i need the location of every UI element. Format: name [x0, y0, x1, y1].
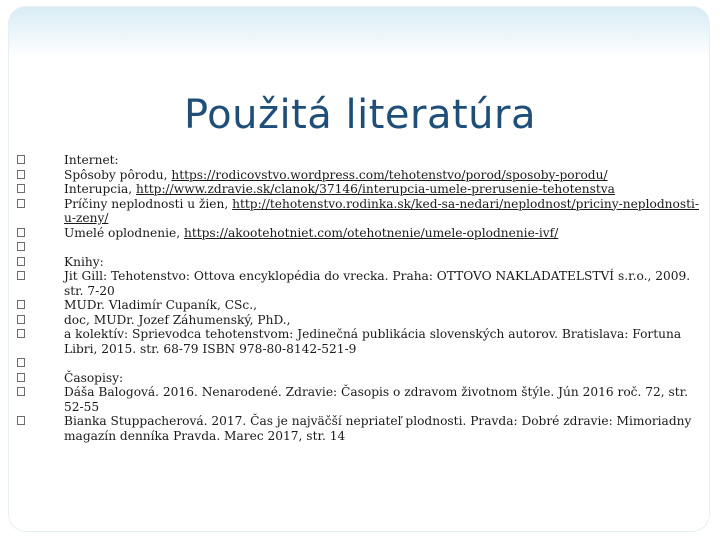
list-item — [17, 371, 707, 386]
list-item — [17, 226, 707, 241]
reference-link[interactable]: https://akootehotniet.com/otehotnenie/umele-oplodnenie-ivf/ — [183, 225, 559, 240]
list-item — [17, 255, 707, 270]
reference-link[interactable]: http://tehotenstvo.rodinka.sk/ked-sa-nedari/neplodnost/priciny-neplodnosti-u-zeny/ — [64, 196, 699, 225]
checkbox-bullet-icon — [17, 329, 25, 338]
checkbox-bullet-icon — [17, 300, 25, 309]
checkbox-bullet-icon — [17, 315, 25, 324]
list-item-text: Jit Gill: Tehotenstvo: Ottova encyklopédia do vrecka. Praha: OTTOVO NAKLADATELSTVÍ s.r.o., 2009. str. 7-20 — [64, 269, 691, 298]
checkbox-bullet-icon — [17, 271, 25, 280]
checkbox-bullet-icon — [17, 257, 25, 266]
list-item — [17, 197, 707, 226]
list-item-text: Internet: — [64, 153, 119, 167]
list-item — [17, 414, 707, 443]
reference-link[interactable]: https://rodicovstvo.wordpress.com/tehotenstvo/porod/sposoby-porodu/ — [171, 167, 608, 182]
checkbox-bullet-icon — [17, 387, 25, 396]
list-item — [17, 298, 707, 313]
checkbox-bullet-icon — [17, 184, 25, 193]
list-item-text: Spôsoby pôrodu, — [64, 167, 172, 182]
list-item-text: Príčiny neplodnosti u žien, — [64, 196, 233, 211]
list-item — [17, 168, 707, 183]
list-item-text: Knihy: — [64, 254, 104, 269]
list-item — [17, 153, 707, 168]
checkbox-bullet-icon — [17, 358, 25, 367]
list-item — [17, 313, 707, 328]
checkbox-bullet-icon — [17, 242, 25, 251]
list-item-text: doc, MUDr. Jozef Záhumenský, PhD., — [64, 312, 291, 327]
list-item — [17, 385, 707, 414]
checkbox-bullet-icon — [17, 170, 25, 179]
page-title: Použitá literatúra — [183, 92, 536, 138]
list-item-text: Bianka Stuppacherová. 2017. Čas je najväčší nepriateľ plodnosti. Pravda: Dobré zdravie: Mimoriadny magazín denníka Pravda. Marec 2017, str. 14 — [64, 414, 692, 443]
list-item — [17, 182, 707, 197]
checkbox-bullet-icon — [17, 373, 25, 382]
list-item — [17, 240, 707, 255]
reference-link[interactable]: http://www.zdravie.sk/clanok/37146/interupcia-umele-prerusenie-tehotenstva — [136, 182, 615, 196]
list-item-text: Interupcia, — [64, 182, 136, 196]
checkbox-bullet-icon — [17, 199, 25, 208]
reference-list — [17, 153, 707, 443]
list-item — [17, 269, 707, 298]
list-item-text: MUDr. Vladimír Cupaník, CSc., — [64, 298, 257, 312]
checkbox-bullet-icon — [17, 155, 25, 164]
list-item-text: Časopisy: — [64, 370, 124, 385]
list-item — [17, 356, 707, 371]
checkbox-bullet-icon — [17, 416, 25, 425]
list-item-text: a kolektív: Sprievodca tehotenstvom: Jedinečná publikácia slovenských autorov. Bratislava: Fortuna Libri, 2015. str. 68-79 ISBN 978-80-8142-521-9 — [64, 327, 682, 356]
list-item — [17, 327, 707, 356]
list-item-text: Umelé oplodnenie, — [64, 225, 184, 240]
checkbox-bullet-icon — [17, 228, 25, 237]
list-item-text: Dáša Balogová. 2016. Nenarodené. Zdravie: Časopis o zdravom životnom štýle. Jún 2016 roč. 72, str. 52-55 — [64, 385, 689, 414]
